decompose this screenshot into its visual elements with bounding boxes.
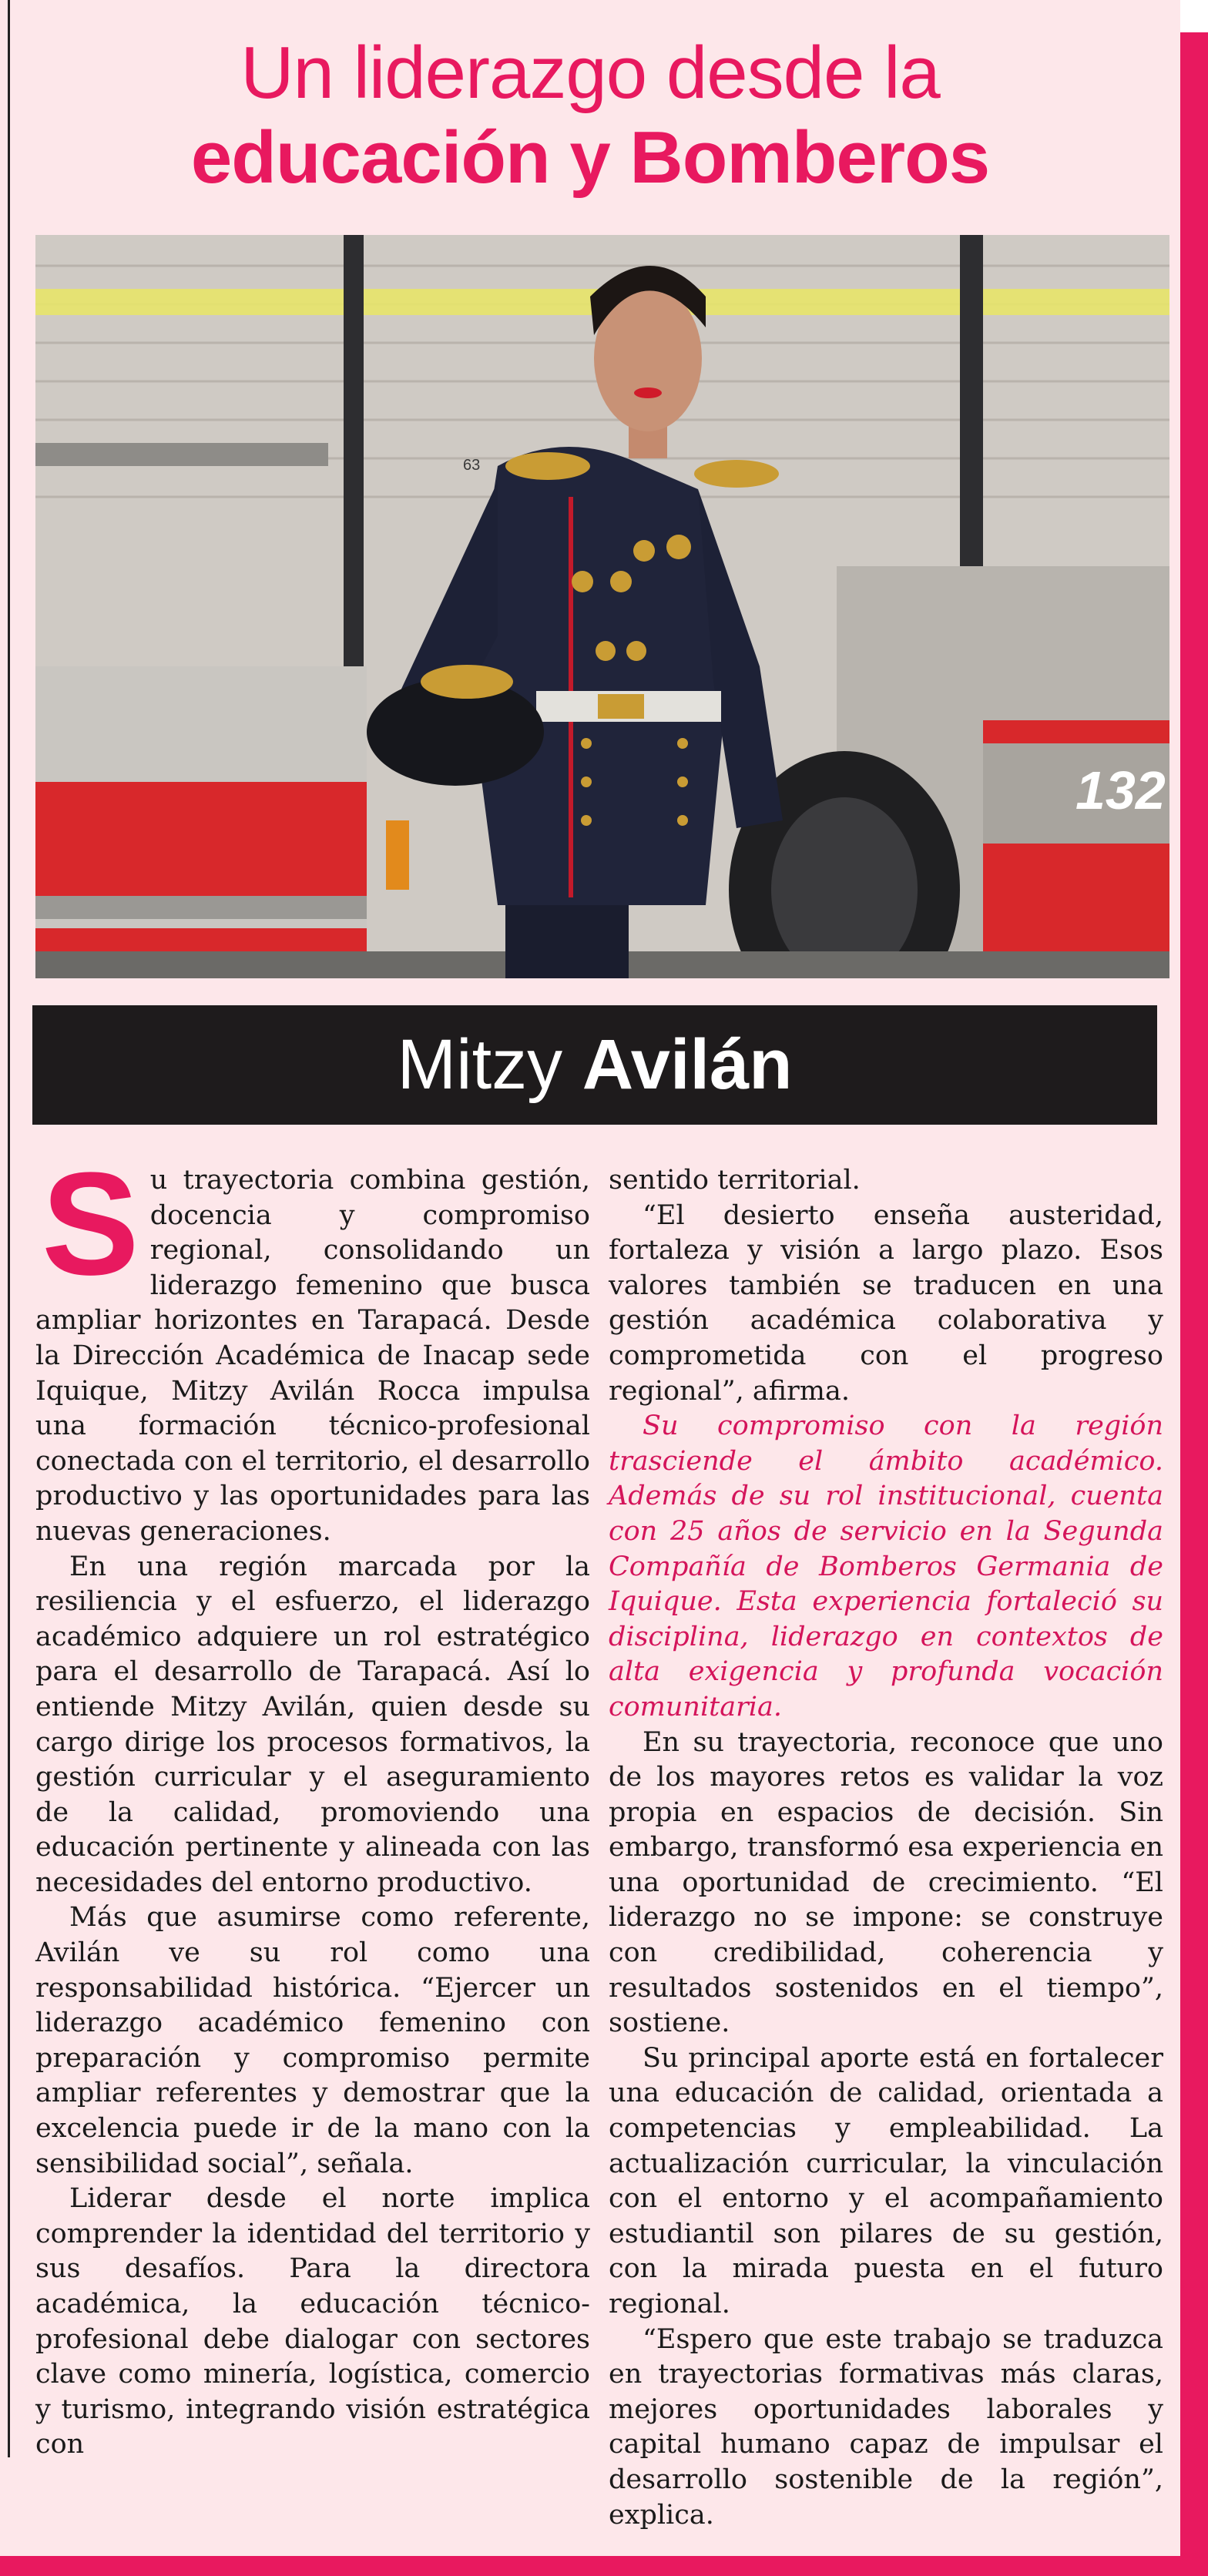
- article-left-column: [35, 1142, 590, 2463]
- highlight-paragraph: Su compromiso con la región trasciende el ámbito académico. Además de su rol institucional, cuenta con 25 años de servicio en la Segunda Compañía de Bomberos Germania de Iquique. Esta experiencia fortaleció su disciplina, liderazgo en contextos de alta exigencia y profunda vocación comunitaria.: [609, 1410, 1163, 1722]
- paragraph-3: Más que asumirse como referente, Avilán ve su rol como una responsabilidad histórica. “Ejercer un liderazgo académico femenino con preparación y compromiso permite ampliar referentes y demostrar que la excelencia puede ir de la mano con la sensibilidad social”, señala.: [35, 1902, 590, 2179]
- right-accent-bar: [1180, 0, 1208, 2576]
- paragraph-8: En su trayectoria, reconoce que uno de los mayores retos es validar la voz propia en espacios de decisión. Sin embargo, transformó esa experiencia en una oportunidad de crecimiento. “El liderazgo no se impone: se construye con credibilidad, coherencia y resultados sostenidos en el tiempo”, sostiene.: [609, 1726, 1163, 2039]
- article-right-column: [609, 1163, 1163, 2533]
- drop-cap: S: [42, 1142, 139, 1306]
- name-banner: [32, 1005, 1157, 1125]
- headline-line-1: Un liderazgo desde la: [240, 32, 940, 114]
- portrait-photo: [35, 235, 1169, 978]
- bottom-accent-bar: [0, 2556, 1208, 2576]
- paragraph-2: En una región marcada por la resiliencia y el esfuerzo, el liderazgo académico adquiere un rol estratégico para el desarrollo de Tarapacá. Así lo entiende Mitzy Avilán, quien desde su cargo dirige los procesos formativos, la gestión curricular y el aseguramiento de la calidad, promoviendo una educación pertinente y alineada con las necesidades del entorno productivo.: [35, 1551, 590, 1898]
- paragraph-1-text: u trayectoria combina gestión, docencia y compromiso regional, consolidando un liderazgo femenino que busca ampliar horizontes en Tarapacá. Desde la Dirección Académica de Inacap sede Iquique, Mitzy Avilán Rocca impulsa una formación técnico-profesional conectada con el territorio, el desarrollo productivo y las oportunidades para las nuevas generaciones.: [35, 1165, 590, 1547]
- name-first: Mitzy: [397, 1025, 563, 1104]
- right-bar-gap: [1180, 0, 1208, 32]
- left-divider: [8, 0, 10, 2457]
- plate-number: 63: [463, 457, 481, 474]
- paragraph-10: “Espero que este trabajo se traduzca en trayectorias formativas más claras, mejores oportunidades laborales y capital humano capaz de impulsar el desarrollo sostenible de la región”, explica.: [609, 2323, 1163, 2531]
- paragraph-5: sentido territorial.: [609, 1165, 861, 1196]
- truck-number: 132: [1075, 760, 1166, 820]
- name-last: Avilán: [582, 1025, 793, 1104]
- headline-line-2: educación y Bomberos: [190, 116, 990, 199]
- paragraph-4: Liderar desde el norte implica comprender la identidad del territorio y sus desafíos. Para la directora académica, la educación técnico-profesional debe dialogar con sectores clave como minería, logística, comercio y turismo, integrando visión estratégica con: [35, 2183, 590, 2460]
- paragraph-9: Su principal aporte está en fortalecer una educación de calidad, orientada a competencias y empleabilidad. La actualización curricular, la vinculación con el entorno y el acompañamiento estudiantil son pilares de su gestión, con la mirada puesta en el futuro regional.: [609, 2042, 1163, 2319]
- paragraph-1: [35, 1142, 590, 1550]
- paragraph-6: “El desierto enseña austeridad, fortaleza y visión a largo plazo. Esos valores también se traducen en una gestión académica colaborativa y comprometida con el progreso regional”, afirma.: [609, 1199, 1163, 1407]
